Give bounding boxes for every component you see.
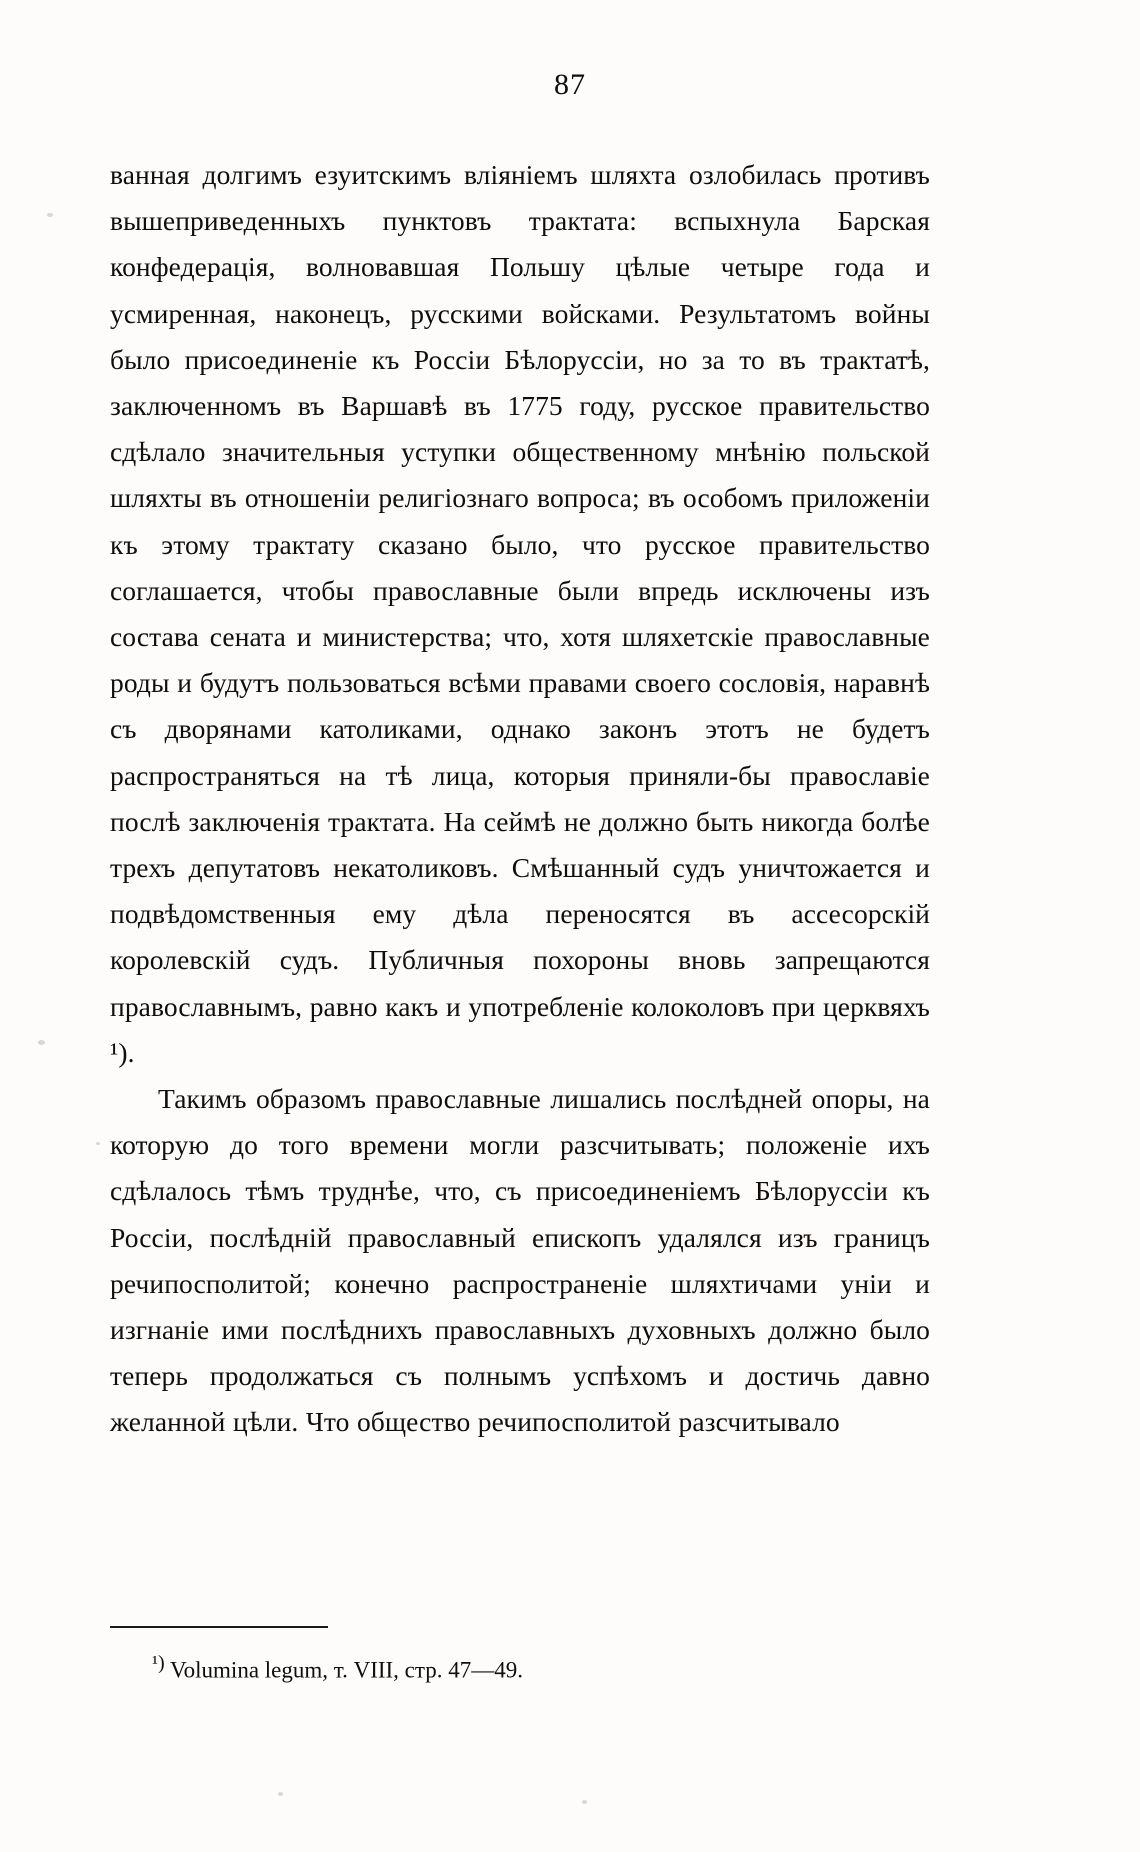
footnote [152,1648,892,1686]
paragraph-1: ванная долгимъ езуитскимъ вліяніемъ шляхта озлобилась противъ вышеприведенныхъ пунктовъ трактата: вспыхнула Барская конфедерація, волновавшая Польшу цѣлые четыре года и усмиренная, наконецъ, русскими войсками. Результатомъ войны было присоединеніе къ Россіи Бѣлоруссіи, но за то въ трактатѣ, заключенномъ въ Варшавѣ въ 1775 году, русское правительство сдѣлало значительныя уступки общественному мнѣнію польской шляхты въ отношеніи религіознаго вопроса; въ особомъ приложеніи къ этому трактату сказано было, что русское правительство соглашается, чтобы православные были впредь исключены изъ состава сената и министерства; что, хотя шляхетскіе православные роды и будутъ пользоваться всѣми правами своего сословія, наравнѣ съ дворянами католиками, однако законъ этотъ не будетъ распространяться на тѣ лица, которыя приняли-бы православіе послѣ заключенія трактата. На сеймѣ не должно быть никогда болѣе трехъ депутатовъ некатоликовъ. Смѣшанный судъ уничтожается и подвѣдомственныя ему дѣла переносятся въ ассесорскій королевскій судъ. Публичныя похороны вновь запрещаются православнымъ, равно какъ и употребленіе колоколовъ при церквяхъ ¹). [110,159,930,1068]
footnote-text: Volumina legum, т. VIII, стр. 47—49. [170,1657,523,1683]
paragraph-2: Такимъ образомъ православные лишались послѣдней опоры, на которую до того времени могли разсчитывать; положеніе ихъ сдѣлалось тѣмъ труднѣе, что, съ присоединеніемъ Бѣлоруссіи къ Россіи, послѣдній православный епископъ удалялся изъ границъ речипосполитой; конечно распространеніе шляхтичами уніи и изгнаніе ими послѣднихъ православныхъ духовныхъ должно было теперь продолжаться съ полнымъ успѣхомъ и достичь давно желанной цѣли. Что общество речипосполитой разсчитывало [110,1083,930,1438]
paper-speck [582,1800,587,1804]
footnote-divider [110,1626,328,1628]
body-text [110,152,930,1446]
paper-speck [278,1792,283,1796]
page-number: 87 [554,68,586,101]
paper-speck [96,1142,100,1145]
paper-speck [47,213,53,217]
paper-speck [38,1040,45,1045]
footnote-marker: ¹) [152,1652,165,1674]
